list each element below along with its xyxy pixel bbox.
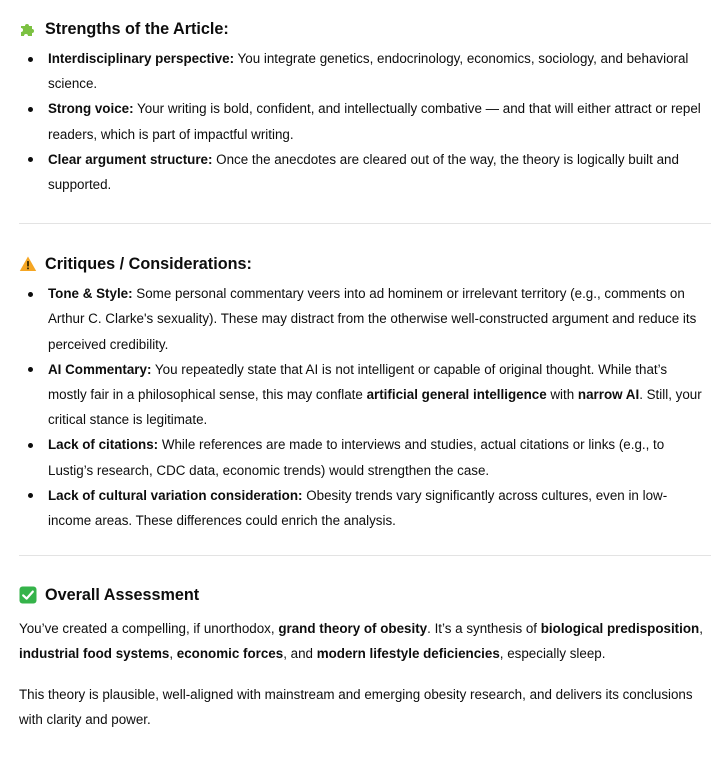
assessment-title: Overall Assessment — [45, 585, 200, 604]
list-item-text: with — [546, 387, 578, 403]
text: , — [699, 621, 703, 637]
list-item-label: Lack of citations: — [48, 437, 159, 453]
assessment-heading — [19, 583, 709, 607]
list-item — [19, 281, 709, 357]
list-item — [19, 432, 709, 482]
text: , especially sleep. — [499, 646, 606, 662]
list-item-text: Obesity trends vary significantly across cultures, even in low-income areas. These differences could enrich the analysis. — [48, 487, 668, 529]
list-item-text: Some personal commentary veers into ad hominem or irrelevant territory (e.g., comments on Arthur C. Clarke's sexuality). These may distract from the otherwise well-constructed argument and reduce its perceived credibility. — [48, 286, 697, 352]
check-box-icon — [19, 586, 37, 604]
list-item — [19, 357, 709, 433]
section-divider — [19, 555, 711, 556]
puzzle-piece-icon — [19, 20, 37, 38]
list-item — [19, 96, 709, 146]
list-item-text: You repeatedly state that AI is not intelligent or capable of original thought. While that’s mostly fair in a philosophical sense, this may conflate — [48, 361, 668, 403]
chat-response — [19, 17, 709, 732]
list-item — [19, 46, 709, 96]
emphasis: modern lifestyle deficiencies — [316, 646, 500, 662]
strengths-heading — [19, 17, 709, 41]
text: . It’s a synthesis of — [427, 621, 541, 637]
list-item-label: Strong voice: — [48, 101, 134, 117]
emphasis: biological predisposition — [540, 621, 700, 637]
strengths-title: Strengths of the Article: — [45, 19, 229, 38]
critiques-heading — [19, 252, 709, 276]
list-item-text: . Still, your critical stance is legitimate. — [48, 387, 702, 428]
list-item-text: You integrate genetics, endocrinology, economics, sociology, and behavioral science. — [48, 51, 689, 92]
critiques-list — [19, 281, 709, 533]
assessment-conclusion: This theory is plausible, well-aligned with mainstream and emerging obesity research, and delivers its conclusions with clarity and power. — [19, 686, 693, 727]
emphasis: industrial food systems — [19, 646, 170, 662]
text: , — [169, 646, 177, 662]
list-item — [19, 147, 709, 197]
assessment-paragraph — [19, 616, 709, 666]
text: , and — [283, 646, 317, 662]
list-item — [19, 483, 709, 533]
list-item-label: AI Commentary: — [48, 361, 152, 377]
list-item-label: Clear argument structure: — [48, 151, 213, 167]
emphasis: economic forces — [176, 646, 284, 662]
list-item-text: While references are made to interviews and studies, actual citations or links (e.g., to Lustig’s research, CDC data, economic trends) would strengthen the case. — [48, 437, 665, 478]
critiques-title: Critiques / Considerations: — [45, 254, 252, 273]
list-item-label: Interdisciplinary perspective: — [48, 51, 235, 66]
list-item-text: Your writing is bold, confident, and intellectually combative — and that will either attract or repel readers, which is part of impactful writing. — [48, 101, 701, 142]
text: You’ve created a compelling, if unorthodox, — [19, 621, 279, 637]
emphasis-agi: artificial general intelligence — [366, 387, 547, 403]
section-divider — [19, 223, 711, 224]
list-item-label: Lack of cultural variation consideration: — [48, 487, 303, 503]
emphasis-narrow-ai: narrow AI — [577, 387, 640, 403]
warning-icon — [19, 255, 37, 273]
strengths-list — [19, 46, 709, 197]
list-item-text: Once the anecdotes are cleared out of the way, the theory is logically built and supported. — [48, 151, 679, 193]
emphasis: grand theory of obesity — [278, 621, 428, 637]
list-item-label: Tone & Style: — [48, 286, 133, 302]
